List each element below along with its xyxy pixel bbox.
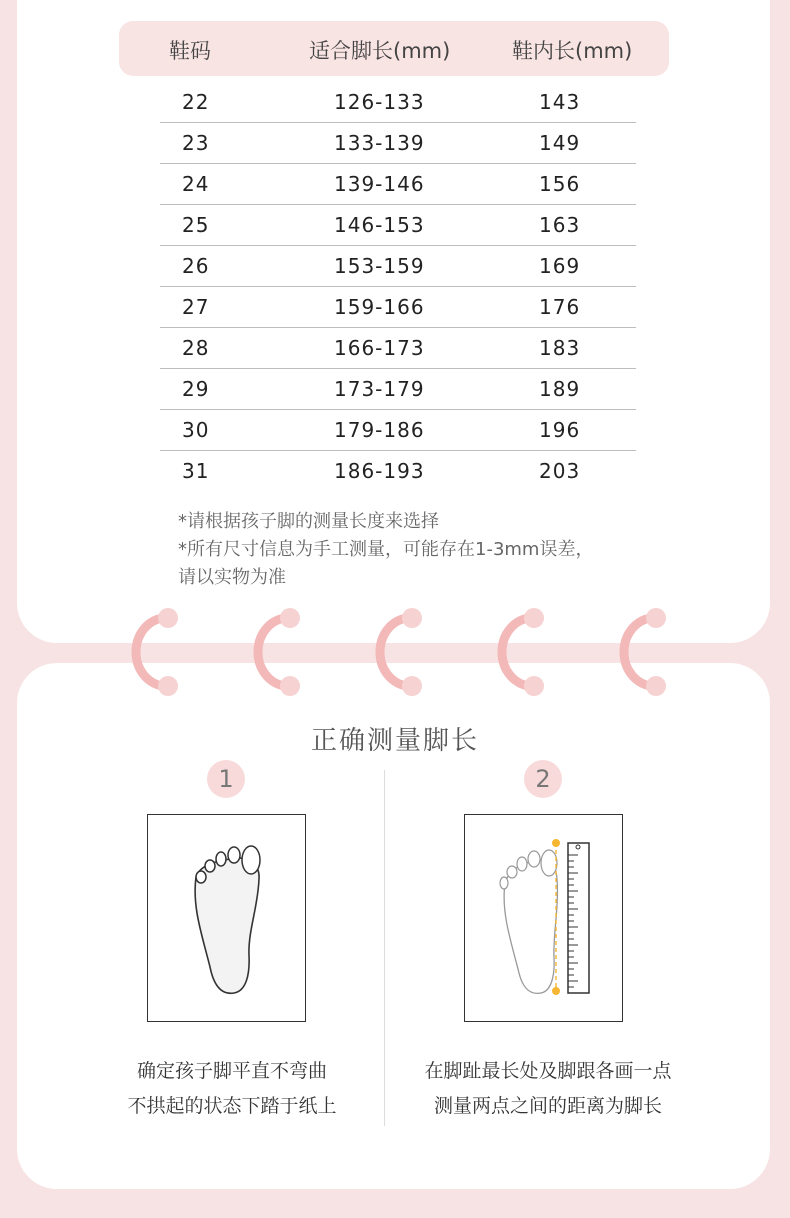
measure-dot-icon <box>552 987 560 995</box>
cell-size: 22 <box>182 90 210 114</box>
cell-inner-length: 143 <box>539 90 581 114</box>
cell-inner-length: 183 <box>539 336 581 360</box>
note-line: *所有尺寸信息为手工测量，可能存在1-3mm误差， <box>178 539 594 560</box>
cell-foot-length: 153-159 <box>334 254 425 278</box>
caption-line: 不拱起的状态下踏于纸上 <box>127 1095 337 1117</box>
cell-inner-length: 176 <box>539 295 581 319</box>
foot-outline-icon <box>500 850 557 993</box>
cell-inner-length: 169 <box>539 254 581 278</box>
cell-foot-length: 126-133 <box>334 90 425 114</box>
cell-inner-length: 196 <box>539 418 581 442</box>
step2-illustration <box>464 814 623 1022</box>
cell-size: 30 <box>182 418 210 442</box>
cell-foot-length: 133-139 <box>334 131 425 155</box>
size-notes <box>178 508 658 592</box>
table-row <box>160 164 636 205</box>
step-number-badge: 1 <box>207 760 245 798</box>
caption-line: 在脚趾最长处及脚跟各画一点 <box>424 1060 672 1082</box>
cell-foot-length: 159-166 <box>334 295 425 319</box>
cell-foot-length: 186-193 <box>334 459 425 483</box>
cell-size: 28 <box>182 336 210 360</box>
binder-ring-icon <box>488 604 548 700</box>
cell-size: 27 <box>182 295 210 319</box>
binder-ring-icon <box>122 604 182 700</box>
table-row <box>160 246 636 287</box>
header-size: 鞋码 <box>169 39 211 63</box>
cell-foot-length: 146-153 <box>334 213 425 237</box>
note-line: *请根据孩子脚的测量长度来选择 <box>178 511 439 532</box>
table-row <box>160 410 636 451</box>
cell-foot-length: 173-179 <box>334 377 425 401</box>
size-table-body <box>160 82 636 491</box>
table-row <box>160 287 636 328</box>
foot-measure-illustration <box>465 815 622 1021</box>
cell-inner-length: 189 <box>539 377 581 401</box>
table-header <box>119 21 669 76</box>
cell-size: 25 <box>182 213 210 237</box>
step1-caption <box>72 1054 392 1124</box>
measure-dot-icon <box>552 839 560 847</box>
cell-foot-length: 179-186 <box>334 418 425 442</box>
foot-outline-icon <box>148 815 305 1021</box>
cell-inner-length: 156 <box>539 172 581 196</box>
caption-line: 确定孩子脚平直不弯曲 <box>136 1060 327 1082</box>
binder-ring-icon <box>610 604 670 700</box>
header-foot-length: 适合脚长(mm) <box>309 39 451 63</box>
table-row <box>160 451 636 491</box>
binder-ring-icon <box>244 604 304 700</box>
cell-size: 26 <box>182 254 210 278</box>
table-row <box>160 369 636 410</box>
cell-foot-length: 166-173 <box>334 336 425 360</box>
measure-title: 正确测量脚长 <box>310 726 479 756</box>
cell-inner-length: 163 <box>539 213 581 237</box>
binder-ring-icon <box>366 604 426 700</box>
cell-inner-length: 203 <box>539 459 581 483</box>
cell-size: 24 <box>182 172 210 196</box>
ruler-icon <box>568 843 589 993</box>
table-row <box>160 123 636 164</box>
note-line: 请以实物为准 <box>178 567 286 588</box>
cell-size: 31 <box>182 459 210 483</box>
step1-illustration <box>147 814 306 1022</box>
step2-caption <box>388 1054 708 1124</box>
table-row <box>160 328 636 369</box>
cell-foot-length: 139-146 <box>334 172 425 196</box>
cell-inner-length: 149 <box>539 131 581 155</box>
cell-size: 29 <box>182 377 210 401</box>
table-row <box>160 82 636 123</box>
step-number-badge: 2 <box>524 760 562 798</box>
table-row <box>160 205 636 246</box>
cell-size: 23 <box>182 131 210 155</box>
header-inner-length: 鞋内长(mm) <box>512 39 633 63</box>
caption-line: 测量两点之间的距离为脚长 <box>433 1095 662 1117</box>
